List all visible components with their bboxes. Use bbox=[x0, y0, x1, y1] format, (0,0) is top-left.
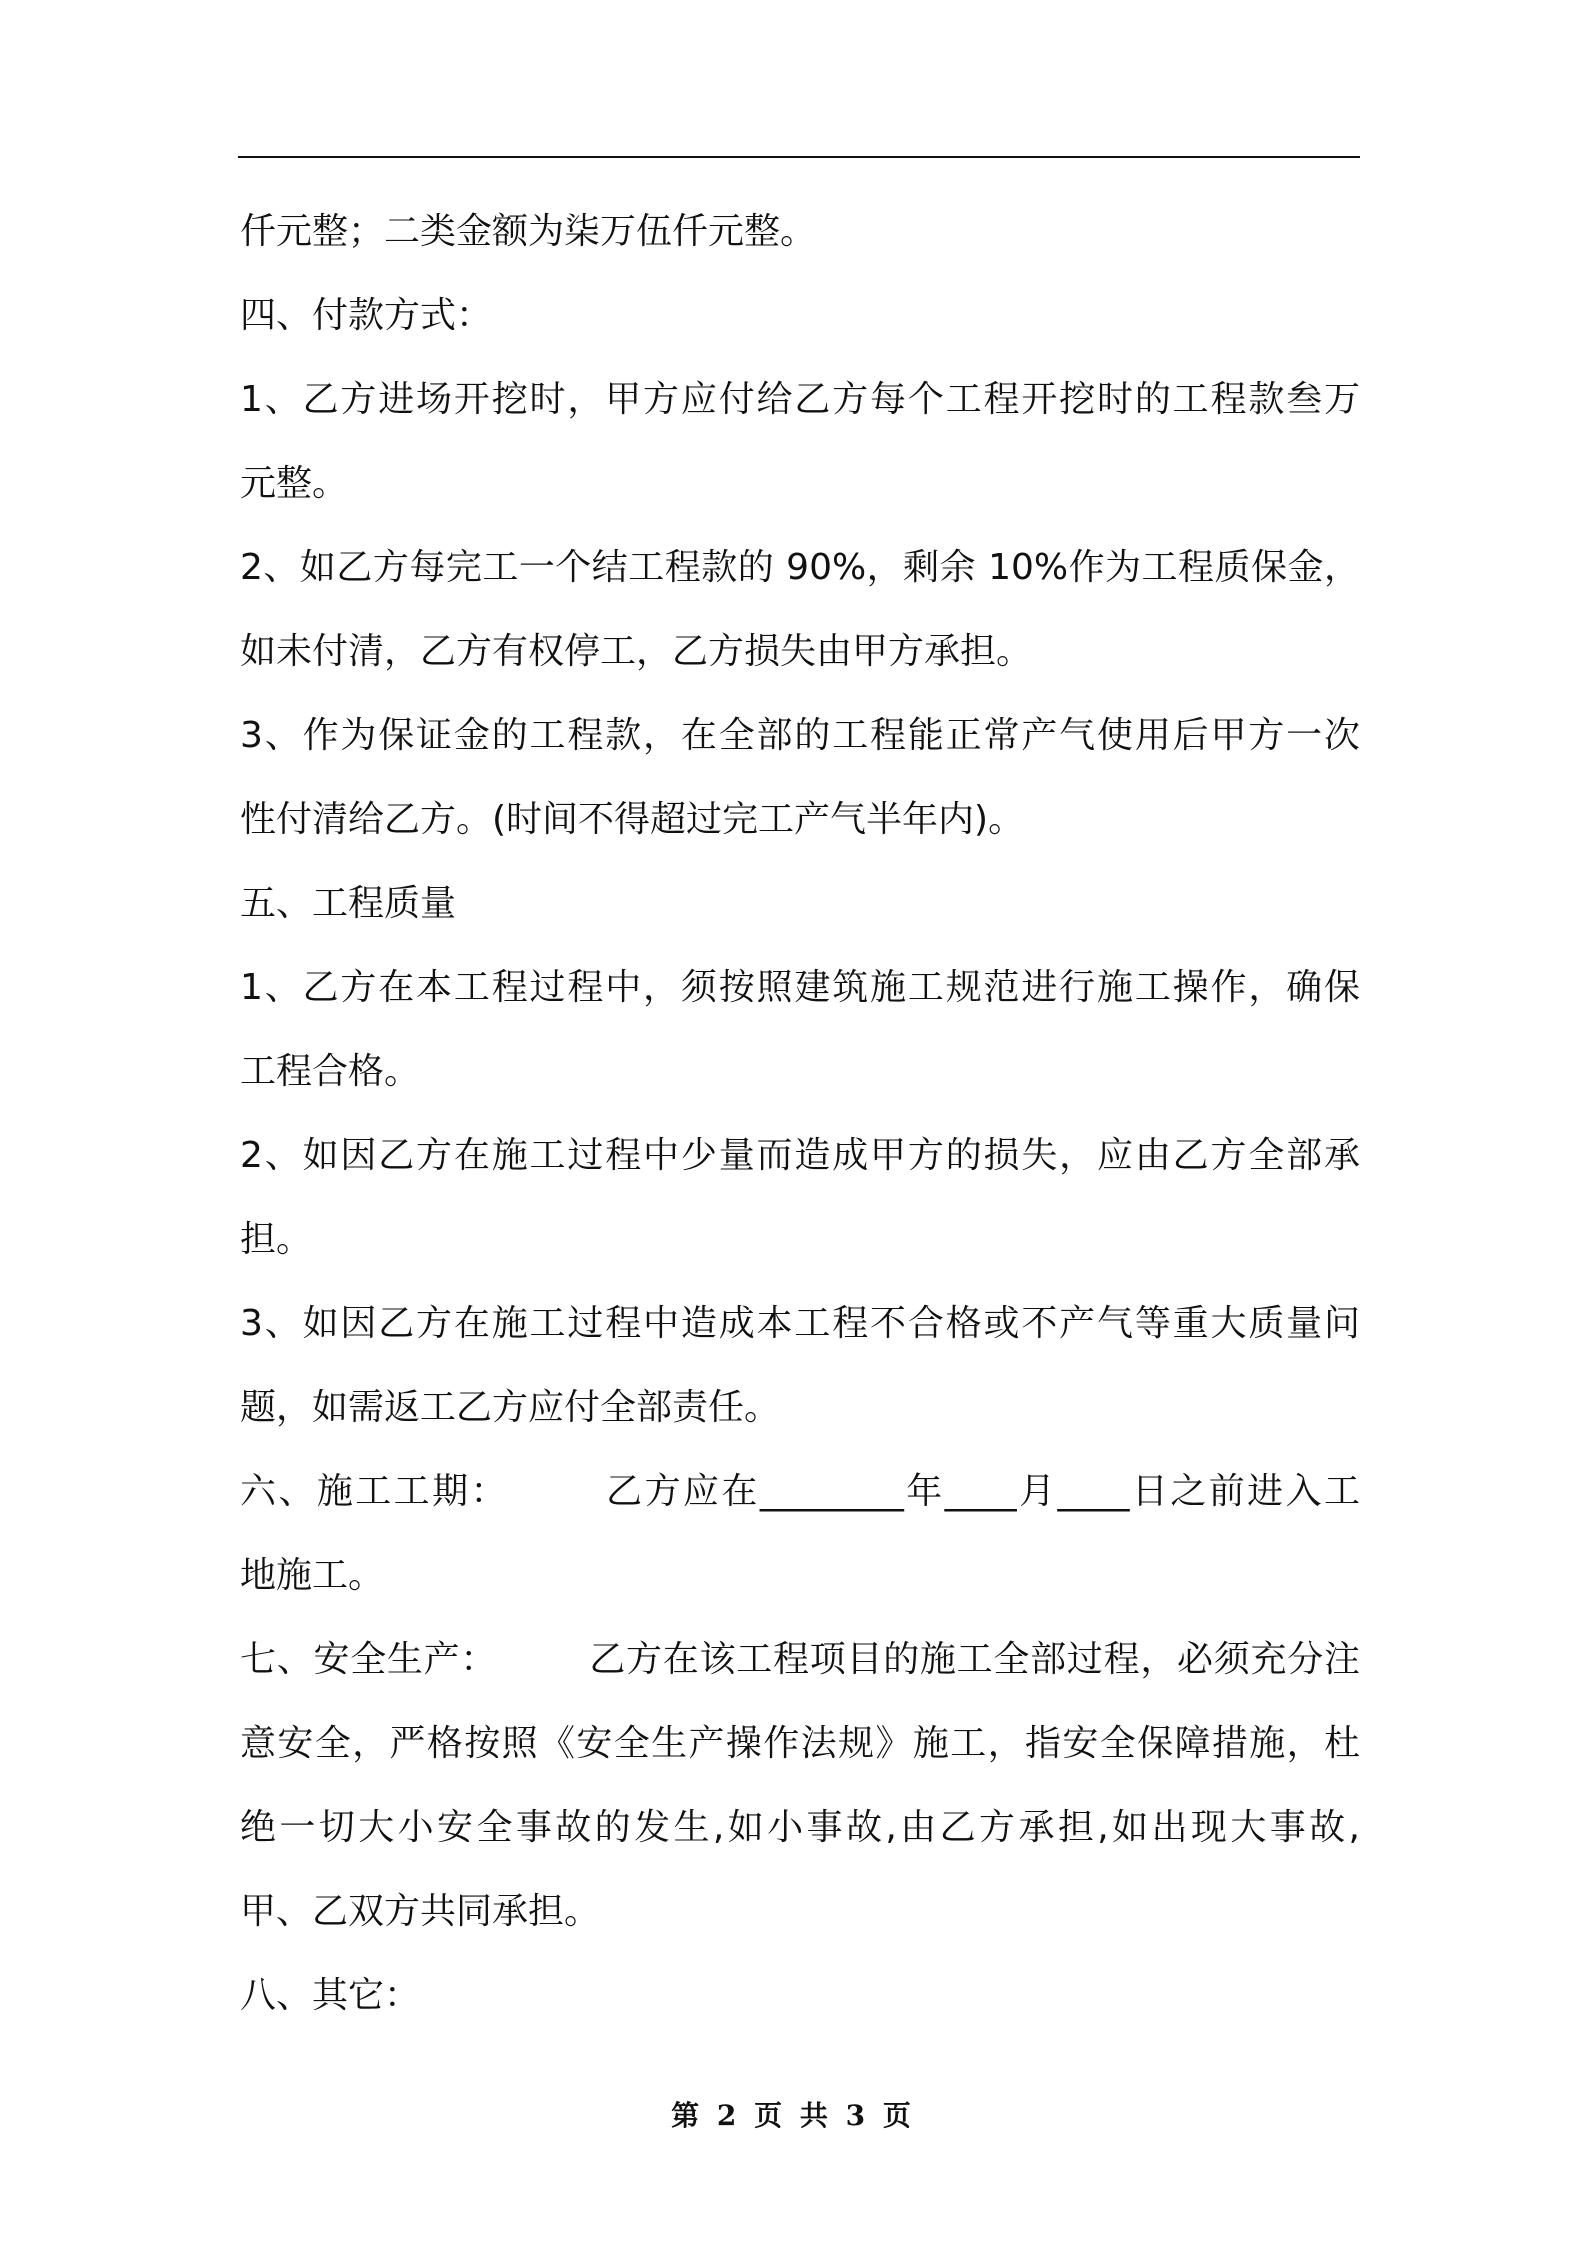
section-heading-payment: 四、付款方式： bbox=[240, 295, 493, 336]
text-line-3: 1、乙方进场开挖时，甲方应付给乙方每个工程开挖时的工程款叁万 bbox=[240, 379, 1360, 420]
text-line-1: 仟元整；二类金额为柒万伍仟元整。 bbox=[240, 211, 817, 252]
text-line-12: 2、如因乙方在施工过程中少量而造成甲方的损失，应由乙方全部承 bbox=[240, 1135, 1360, 1176]
text-line-20: 绝一切大小安全事故的发生,如小事故,由乙方承担,如出现大事故, bbox=[240, 1807, 1360, 1848]
text-line-21: 甲、乙双方共同承担。 bbox=[240, 1891, 601, 1932]
section-line-safety: 七、安全生产： 乙方在该工程项目的施工全部过程，必须充分注 bbox=[240, 1639, 1360, 1680]
text-line-6: 如未付清，乙方有权停工，乙方损失由甲方承担。 bbox=[240, 631, 1033, 672]
text-line-13: 担。 bbox=[240, 1219, 313, 1260]
text-line-11: 工程合格。 bbox=[240, 1051, 421, 1092]
section-heading-other: 八、其它： bbox=[240, 1975, 421, 2016]
document-body bbox=[240, 190, 1360, 2038]
text-line-14: 3、如因乙方在施工过程中造成本工程不合格或不产气等重大质量问 bbox=[240, 1303, 1360, 1344]
text-line-8: 性付清给乙方。(时间不得超过完工产气半年内)。 bbox=[240, 799, 1025, 840]
text-line-4: 元整。 bbox=[240, 463, 349, 504]
text-line-19: 意安全，严格按照《安全生产操作法规》施工，指安全保障措施，杜 bbox=[240, 1723, 1360, 1764]
page-number-footer: 第 2 页 共 3 页 bbox=[671, 2099, 915, 2132]
header-rule bbox=[238, 156, 1360, 158]
text-line-7: 3、作为保证金的工程款，在全部的工程能正常产气使用后甲方一次 bbox=[240, 715, 1360, 756]
text-line-5: 2、如乙方每完工一个结工程款的 90%，剩余 10%作为工程质保金， bbox=[240, 547, 1360, 588]
section-line-schedule: 六、施工工期： 乙方应在________年____月____日之前进入工 bbox=[240, 1471, 1360, 1512]
text-line-15: 题，如需返工乙方应付全部责任。 bbox=[240, 1387, 781, 1428]
text-line-10: 1、乙方在本工程过程中，须按照建筑施工规范进行施工操作，确保 bbox=[240, 967, 1360, 1008]
section-heading-quality: 五、工程质量 bbox=[240, 883, 457, 924]
text-line-17: 地施工。 bbox=[240, 1555, 385, 1596]
